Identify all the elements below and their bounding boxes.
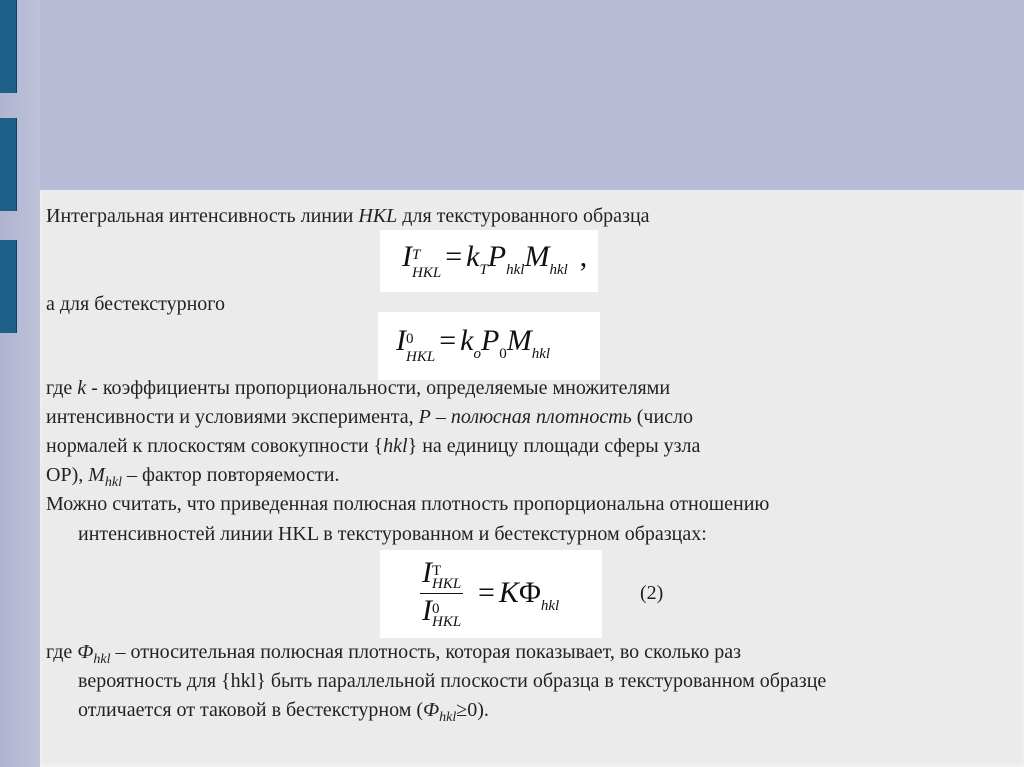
formula-symbol: k	[466, 240, 480, 273]
text-span: отличается от таковой в бестекстурном (	[78, 699, 424, 721]
text-span: интенсивности и условиями эксперимента,	[46, 406, 419, 428]
formula-sub: HKL	[432, 614, 462, 631]
formula-symbol: K	[498, 576, 519, 609]
formula-sub: hkl	[549, 262, 568, 278]
formula-symbol: I	[396, 324, 406, 357]
formula-sub: T	[479, 262, 488, 278]
formula-denominator	[420, 594, 463, 631]
text-span: HKL	[358, 205, 398, 227]
slide-content	[40, 190, 1024, 767]
formula-numerator	[420, 558, 463, 594]
text-span: M	[88, 464, 105, 486]
formula-3-fraction	[420, 558, 463, 631]
formula-eq: =	[439, 324, 457, 357]
text-line	[46, 432, 700, 461]
text-span: hkl	[383, 435, 408, 457]
formula-eq: =	[478, 576, 495, 609]
text-span: ОР),	[46, 464, 89, 486]
formula-sup: T	[432, 563, 442, 580]
text-span: Интегральная интенсивность линии	[46, 205, 359, 227]
formula-symbol: I	[422, 594, 432, 627]
formula-eq: =	[445, 240, 463, 273]
text-span: hkl	[439, 710, 457, 725]
formula-symbol: P	[487, 240, 507, 273]
formula-symbol: k	[460, 324, 474, 357]
formula-symbol: Φ	[518, 576, 541, 609]
formula-2-expr	[396, 324, 551, 366]
text-span: } на единицу площади сферы узла	[407, 435, 701, 457]
text-span: для текстурованного образца	[397, 205, 650, 227]
text-line	[46, 202, 650, 231]
text-line: Можно считать, что приведенная полюсная плотность пропорциональна отношению	[46, 493, 770, 515]
text-span: P	[418, 406, 431, 428]
formula-2	[378, 312, 600, 380]
side-tab	[0, 0, 17, 93]
text-span: –	[430, 406, 451, 428]
formula-symbol: M	[506, 324, 532, 357]
formula-sub: hkl	[540, 598, 560, 614]
formula-symbol: P	[480, 324, 500, 357]
formula-1	[380, 230, 598, 292]
text-span: нормалей к плоскостям совокупности {	[46, 435, 384, 457]
text-line	[46, 403, 693, 432]
formula-symbol: I	[422, 556, 432, 589]
text-span: – фактор повторяемости.	[122, 464, 340, 486]
formula-sub: HKL	[406, 349, 436, 366]
formula-sup: 0	[432, 601, 440, 618]
formula-3	[380, 550, 602, 638]
text-span: полюсная плотность	[450, 406, 632, 428]
formula-sup: 0	[406, 331, 414, 348]
formula-sub: HKL	[432, 576, 462, 593]
text-line: интенсивностей линии HKL в текстурованном и бестекстурном образцах:	[78, 523, 707, 545]
formula-1-expr	[402, 240, 588, 282]
equation-number: (2)	[640, 582, 664, 604]
formula-3-rhs	[478, 576, 560, 614]
text-span: hkl	[104, 475, 123, 490]
text-span: k	[77, 377, 87, 399]
left-strip	[0, 0, 40, 767]
text-span: hkl	[93, 652, 111, 667]
formula-sub: hkl	[531, 346, 551, 362]
formula-sub: hkl	[506, 262, 525, 278]
text-span: (число	[631, 406, 694, 428]
formula-sub: 0	[499, 346, 507, 362]
text-line	[78, 696, 489, 732]
formula-sub: o	[473, 346, 481, 362]
side-tab	[0, 118, 17, 211]
text-line: вероятность для {hkl} быть параллельной плоскости образца в текстурованном образце	[78, 670, 827, 692]
text-span: ≥0).	[456, 699, 489, 721]
text-line	[46, 374, 670, 403]
formula-sup: T	[412, 247, 421, 264]
text-span: – относительная полюсная плотность, которая показывает, во сколько раз	[110, 641, 742, 663]
text-line: а для бестекстурного	[46, 293, 225, 315]
formula-sub: HKL	[412, 265, 442, 282]
text-span: - коэффициенты пропорциональности, определяемые множителями	[86, 377, 671, 399]
formula-comma: ,	[579, 240, 588, 273]
text-span: где	[46, 641, 78, 663]
side-tab	[0, 240, 17, 333]
formula-symbol: I	[402, 240, 412, 273]
text-span: Ф	[77, 641, 94, 663]
text-span: Ф	[423, 699, 440, 721]
formula-symbol: M	[524, 240, 550, 273]
text-span: где	[46, 377, 78, 399]
